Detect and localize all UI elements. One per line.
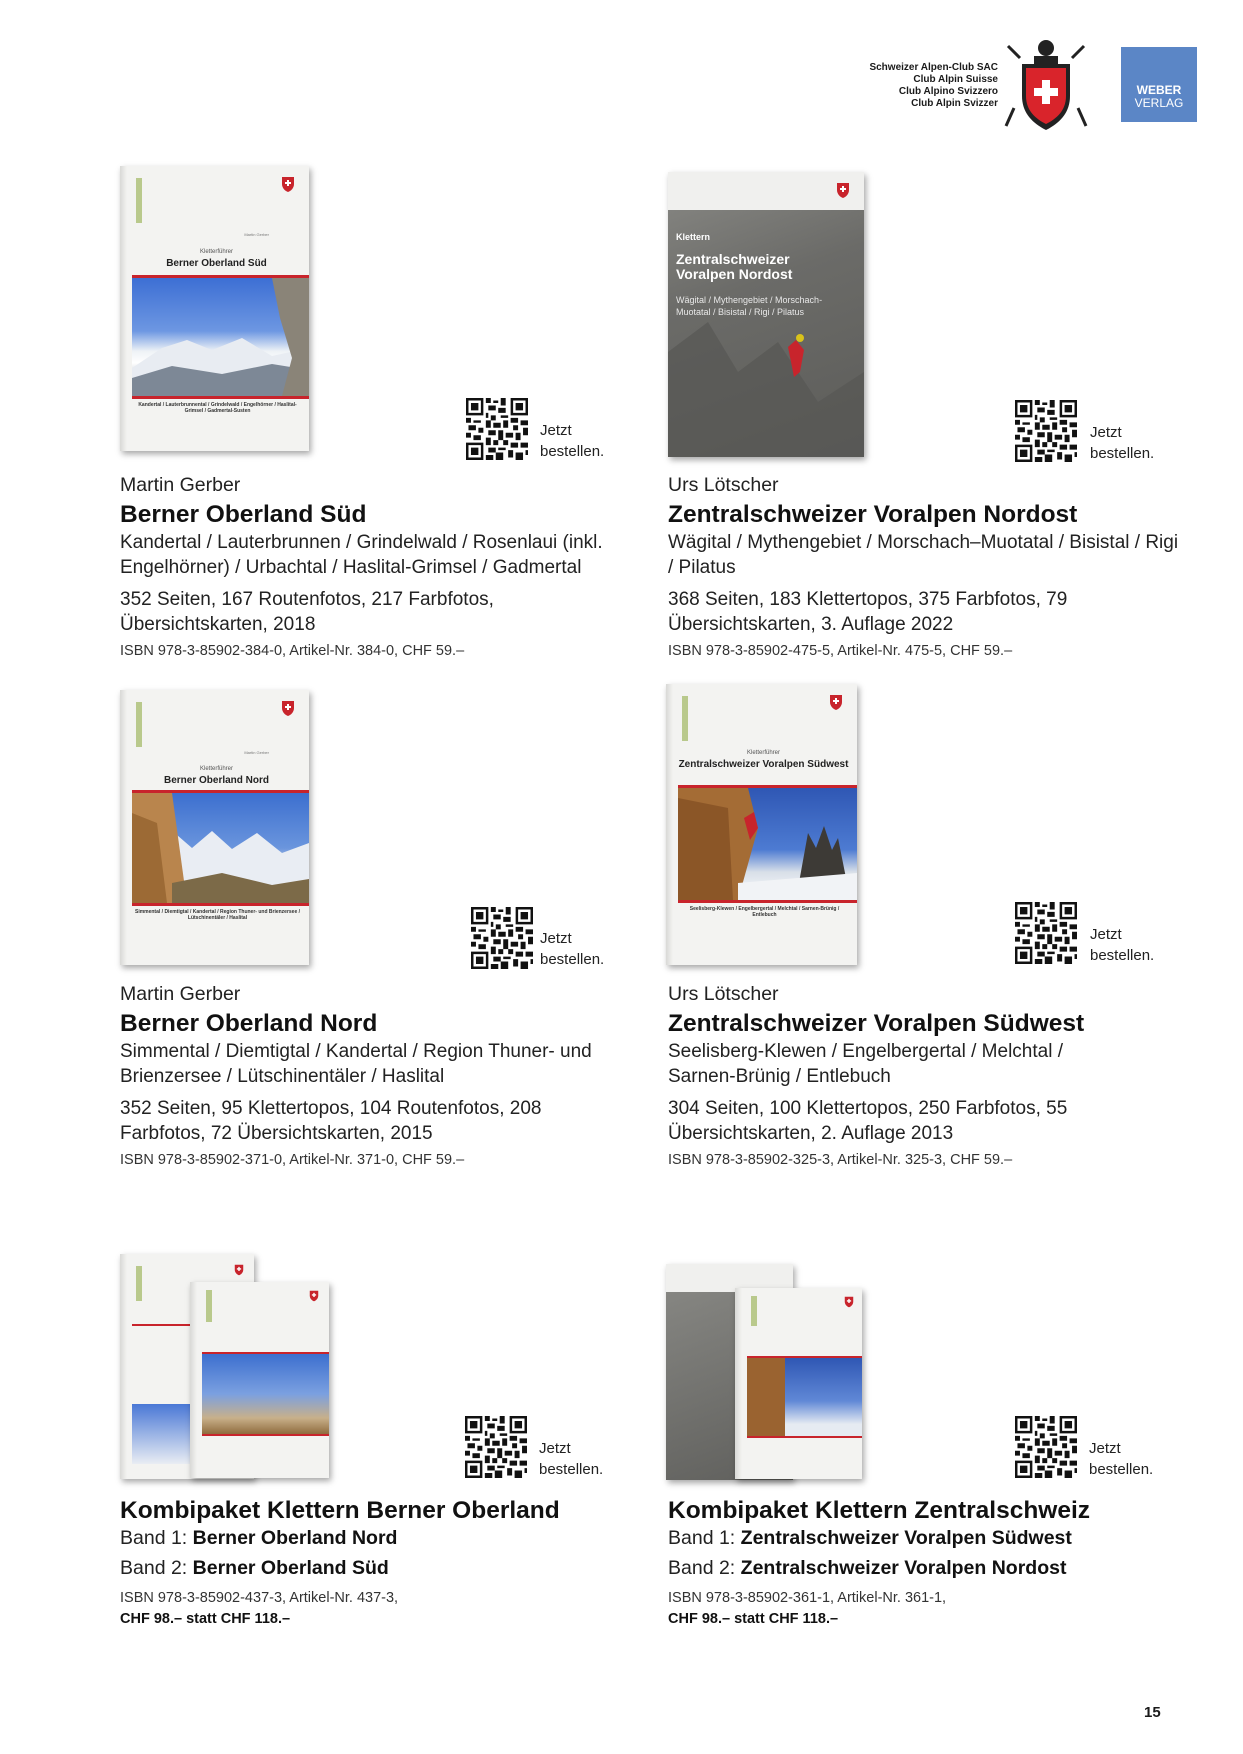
volume-title: Berner Oberland Nord — [192, 1527, 398, 1549]
book-isbn: ISBN 978-3-85902-371-0, Artikel-Nr. 371-0, CHF 59.– — [120, 1152, 465, 1168]
club-name-block — [840, 62, 998, 110]
club-name-line: Schweizer Alpen-Club SAC — [869, 62, 998, 73]
book-regions: Wägital / Mythengebiet / Morschach–Muotatal / Bisistal / Rigi / Pilatus — [668, 532, 1179, 578]
volume-title: Berner Oberland Süd — [192, 1557, 389, 1579]
bundle-volume-1 — [668, 1527, 1072, 1550]
order-cta-line: Jetzt — [540, 930, 572, 947]
order-cta-line: bestellen. — [540, 443, 605, 460]
book-author: Urs Lötscher — [668, 983, 779, 1005]
book-regions: Seelisberg-Klewen / Engelbergertal / Melchtal / Sarnen-Brünig / Entlebuch — [668, 1041, 1063, 1087]
order-cta[interactable] — [539, 1438, 603, 1480]
order-cta[interactable] — [1090, 422, 1154, 464]
book-title[interactable]: Zentralschweizer Voralpen Nordost — [668, 501, 1078, 528]
book-isbn: ISBN 978-3-85902-384-0, Artikel-Nr. 384-0, CHF 59.– — [120, 643, 465, 659]
book-title[interactable]: Berner Oberland Nord — [120, 1010, 378, 1037]
book-details: 352 Seiten, 95 Klettertopos, 104 Routenfotos, 208 Farbfotos, 72 Übersichtskarten, 2015 — [120, 1098, 542, 1144]
order-cta-line: Jetzt — [539, 1440, 571, 1457]
book-isbn: ISBN 978-3-85902-475-5, Artikel-Nr. 475-5, CHF 59.– — [668, 643, 1013, 659]
cover-title: Zentralschweizer Voralpen Südwest — [678, 759, 849, 770]
qr-code[interactable] — [1015, 400, 1077, 462]
cover-author: Martin Gerber — [244, 232, 269, 237]
qr-code[interactable] — [466, 398, 528, 460]
bundle-isbn: ISBN 978-3-85902-361-1, Artikel-Nr. 361-1, — [668, 1590, 947, 1606]
book-cover[interactable] — [735, 1288, 862, 1479]
bundle-price: CHF 98.– statt CHF 118.– — [120, 1611, 291, 1627]
order-cta-line: Jetzt — [1090, 424, 1122, 441]
book-author: Urs Lötscher — [668, 474, 779, 496]
book-cover[interactable] — [666, 684, 857, 965]
book-regions: Kandertal / Lauterbrunnen / Grindelwald / Rosenlaui (inkl. Engelhörner) / Urbachtal / Haslital-Grimsel / Gadmertal — [120, 532, 603, 578]
cover-regions: Kandertal / Lauterbrunnental / Grindelwald / Engelhörner / Haslital-Grimsel / Gadmertal-Susten — [138, 402, 297, 414]
order-cta-line: bestellen. — [1090, 445, 1155, 462]
cover-title: Berner Oberland Nord — [163, 775, 270, 786]
order-cta[interactable] — [540, 928, 604, 970]
publisher-logo-line: VERLAG — [1134, 96, 1184, 110]
cover-logo-icon — [844, 1296, 854, 1308]
cover-kicker: Klettern — [676, 232, 711, 242]
qr-code[interactable] — [1015, 902, 1077, 964]
volume-label: Band 2: — [668, 1557, 736, 1579]
sac-crest-logo — [1004, 38, 1088, 134]
cover-logo-icon — [234, 1264, 244, 1276]
cover-logo-icon — [281, 700, 295, 717]
book-details: 352 Seiten, 167 Routenfotos, 217 Farbfotos, Übersichtskarten, 2018 — [120, 589, 494, 635]
bundle-isbn: ISBN 978-3-85902-437-3, Artikel-Nr. 437-3, — [120, 1590, 399, 1606]
book-details: 368 Seiten, 183 Klettertopos, 375 Farbfotos, 79 Übersichtskarten, 3. Auflage 2022 — [668, 589, 1068, 635]
volume-title: Zentralschweizer Voralpen Südwest — [740, 1527, 1072, 1549]
book-cover[interactable] — [190, 1282, 329, 1478]
cover-kicker: Kletterführer — [199, 249, 233, 255]
bundle-isbn-price — [668, 1588, 946, 1630]
volume-label: Band 1: — [120, 1527, 188, 1549]
book-isbn: ISBN 978-3-85902-325-3, Artikel-Nr. 325-3, CHF 59.– — [668, 1152, 1013, 1168]
club-name-line: Club Alpino Svizzero — [898, 86, 998, 97]
cover-regions: Wägital / Mythengebiet / Morschach-Muotatal / Bisistal / Rigi / Pilatus — [676, 295, 823, 317]
bundle-price: CHF 98.– statt CHF 118.– — [668, 1611, 839, 1627]
bundle-volume-2 — [668, 1557, 1066, 1580]
order-cta-line: Jetzt — [1090, 926, 1122, 943]
cover-logo-icon — [281, 176, 295, 193]
book-regions: Simmental / Diemtigtal / Kandertal / Region Thuner- und Brienzersee / Lütschinentäler / Haslital — [120, 1041, 592, 1087]
order-cta-line: bestellen. — [540, 951, 605, 968]
order-cta-line: bestellen. — [1089, 1461, 1154, 1478]
book-author: Martin Gerber — [120, 474, 241, 496]
volume-label: Band 1: — [668, 1527, 736, 1549]
order-cta-line: Jetzt — [1089, 1440, 1121, 1457]
cover-author: Martin Gerber — [244, 750, 269, 755]
bundle-volume-2 — [120, 1557, 389, 1580]
book-cover[interactable] — [120, 690, 309, 965]
club-name-line: Club Alpin Suisse — [913, 74, 998, 85]
order-cta-line: Jetzt — [540, 422, 572, 439]
book-details: 304 Seiten, 100 Klettertopos, 250 Farbfotos, 55 Übersichtskarten, 2. Auflage 2013 — [668, 1098, 1068, 1144]
cover-title: Berner Oberland Süd — [166, 258, 267, 269]
book-title[interactable]: Berner Oberland Süd — [120, 501, 367, 528]
bundle-volume-1 — [120, 1527, 397, 1550]
publisher-logo-line: WEBER — [1136, 83, 1182, 97]
bundle-isbn-price — [120, 1588, 398, 1630]
cover-photo — [132, 793, 309, 903]
order-cta[interactable] — [1089, 1438, 1153, 1480]
order-cta[interactable] — [540, 420, 604, 462]
qr-code[interactable] — [1015, 1416, 1077, 1478]
book-cover[interactable] — [668, 172, 864, 457]
cover-regions: Simmental / Diemtigtal / Kandertal / Region Thuner- und Brienzersee / Lütschinentäler / Haslital — [134, 909, 301, 921]
cover-kicker: Kletterführer — [746, 750, 780, 756]
cover-logo-icon — [309, 1290, 319, 1302]
cover-title: Zentralschweizer Voralpen Nordost — [676, 251, 793, 282]
cover-photo — [132, 278, 309, 396]
bundle-title[interactable]: Kombipaket Klettern Zentralschweiz — [668, 1497, 1091, 1524]
club-name-line: Club Alpin Svizzer — [911, 98, 998, 109]
qr-code[interactable] — [471, 907, 533, 969]
cover-kicker: Kletterführer — [199, 766, 233, 772]
qr-code[interactable] — [465, 1416, 527, 1478]
volume-label: Band 2: — [120, 1557, 188, 1579]
volume-title: Zentralschweizer Voralpen Nordost — [740, 1557, 1067, 1579]
cover-photo — [678, 788, 857, 900]
order-cta-line: bestellen. — [1090, 947, 1155, 964]
book-author: Martin Gerber — [120, 983, 241, 1005]
cover-logo-icon — [829, 694, 843, 711]
cover-regions: Seelisberg-Klewen / Engelbergertal / Melchtal / Sarnen-Brünig / Entlebuch — [689, 906, 840, 918]
order-cta[interactable] — [1090, 924, 1154, 966]
book-cover[interactable] — [120, 166, 309, 451]
bundle-title[interactable]: Kombipaket Klettern Berner Oberland — [120, 1497, 560, 1524]
page-number: 15 — [1144, 1704, 1161, 1721]
order-cta-line: bestellen. — [539, 1461, 604, 1478]
publisher-logo[interactable] — [1121, 47, 1197, 122]
book-title[interactable]: Zentralschweizer Voralpen Südwest — [668, 1010, 1085, 1037]
